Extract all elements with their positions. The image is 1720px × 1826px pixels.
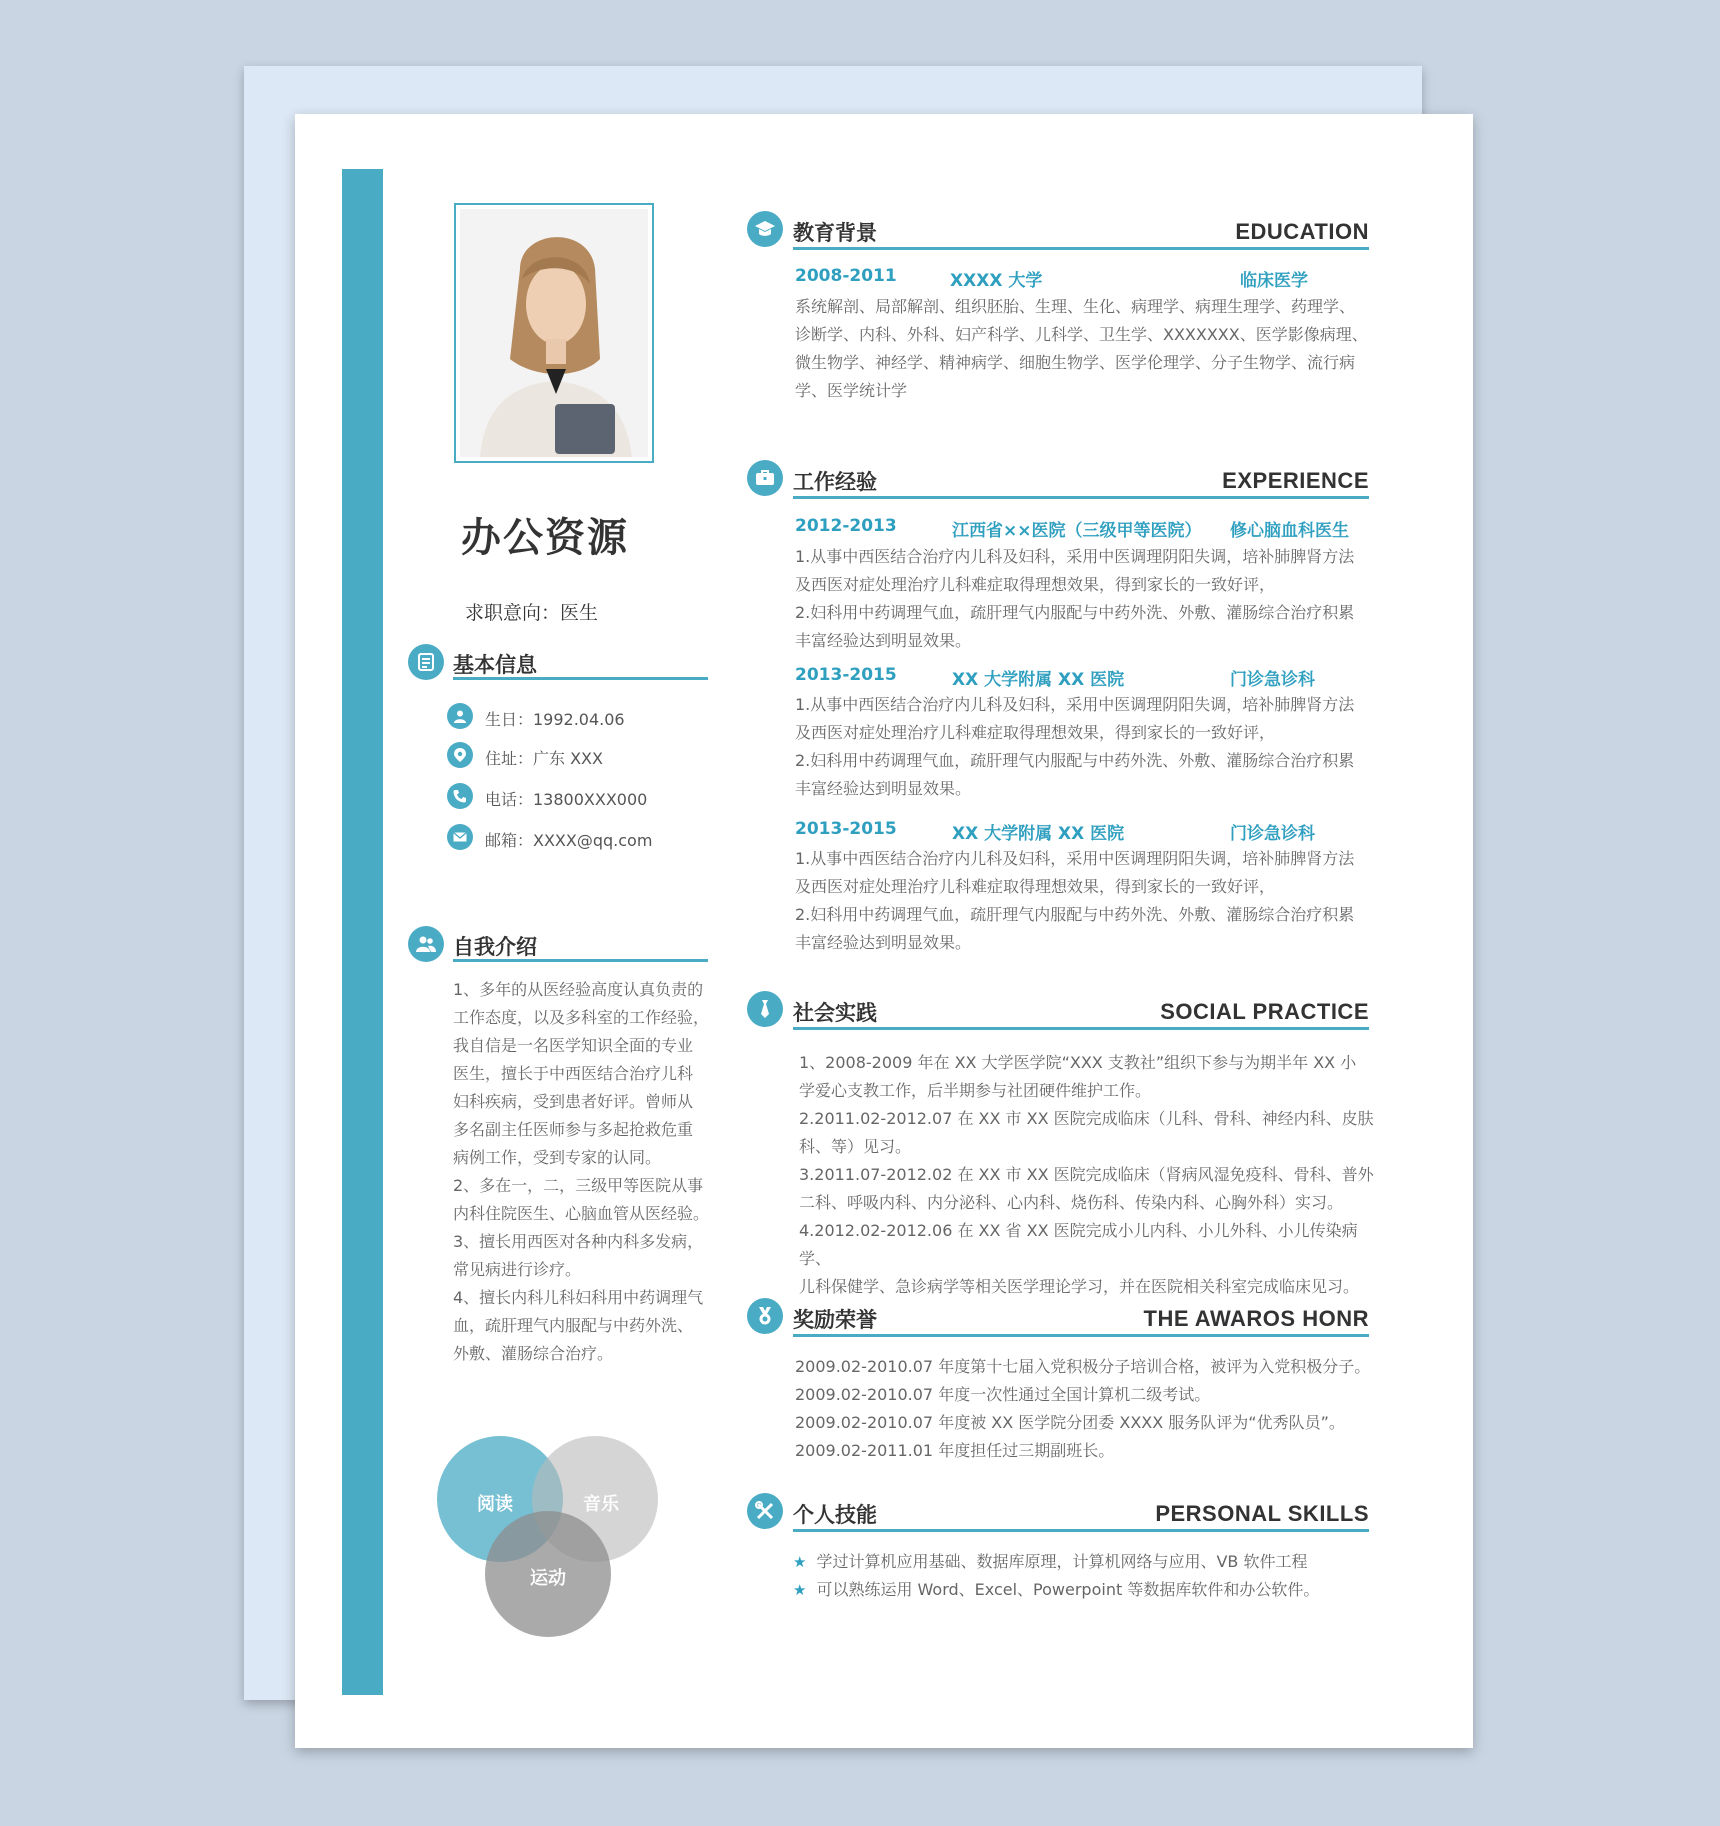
medal-icon [747,1298,783,1334]
skill-item: ★ 可以熟练运用 Word、Excel、Powerpoint 等数据库软件和办公软件。 [793,1580,1320,1599]
hobby-label-reading: 阅读 [477,1494,513,1515]
resume-page: 办公资源 求职意向：医生 基本信息 生日：1992.04.06 住址：广东 XXX 电话：13800XXX000 邮箱：XXXX@qq.com 自我介绍 1、多年的从医经验高度认真负责的 工作态度，以及多科室的工作经验， 我自信是一名医学知识全面的专业 医生，擅长于中西医结合治疗儿科 妇科疾病，受到患者好评。曾师从 多名副主任医师参与多起抢救危重 病例工作，受到专家的认同。 2、多在一，二，三级甲等医院从事 内科住院医生、心脑血管从医经验。 3、擅长用西医对各种内科多发病， 常见病进行诊疗。 4、擅长内科儿科妇科用中药调理气 血，疏肝理气内服配与中药外洗、 外敷、灌肠综合治疗。 阅读 音乐 运动 教育背景 EDUCATION 2008-2011 XXXX 大学 临床医学 系统解剖、局部解剖、组织胚胎、生理、生化、病理学、病理生理学、药理学、 诊断学、内科、外科、妇产科学、儿科学、卫生学、XXXXXXX、医学影像病理、 微生物学、神经学、精神病学、细胞生物学、医学伦理学、分子生物学、流行病 学、医学统计学 工作经验 EXPERIENCE 2012-2013 江西省××医院（三级甲等医院） 修心脑血科医生 1.从事中西医结合治疗内儿科及妇科，采用中医调理阴阳失调，培补肺脾肾方法 及西医对症处理治疗儿科难症取得理想效果，得到家长的一致好评， 2.妇科用中药调理气血，疏肝理气内服配与中药外洗、外敷、灌肠综合治疗积累 丰富经验达到明显效果。 2013-2015 XX 大学附属 XX 医院 门诊急诊科 1.从事中西医结合治疗内儿科及妇科，采用中医调理阴阳失调，培补肺脾肾方法 及西医对症处理治疗儿科难症取得理想效果，得到家长的一致好评， 2.妇科用中药调理气血，疏肝理气内服配与中药外洗、外敷、灌肠综合治疗积累 丰富经验达到明显效果。 2013-2015 XX 大学附属 XX 医院 门诊急诊科 1.从事中西医结合治疗内儿科及妇科，采用中医调理阴阳失调，培补肺脾肾方法 及西医对症处理治疗儿科难症取得理想效果，得到家长的一致好评， 2.妇科用中药调理气血，疏肝理气内服配与中药外洗、外敷、灌肠综合治疗积累 丰富经验达到明显效果。 社会实践 SOCIAL PRACTICE 1、2008-2009 年在 XX 大学医学院“XXX 支教社”组织下参与为期半年 XX 小 学爱心支教工作，后半期参与社团硬件维护工作。 2.2011.02-2012.07 在 XX 市 XX 医院完成临床（儿科、骨科、神经内科、皮肤 科、等）见习。 3.2011.07-2012.02 在 XX 市 XX 医院完成临床（肾病风湿免疫科、骨科、普外 二科、呼吸内科、内分泌科、心内科、烧伤科、传染内科、心胸外科）实习。 4.2012.02-2012.06 在 XX 省 XX 医院完成小儿内科、小儿外科、小儿传染病学、 儿科保健学、急诊病学等相关医学理论学习，并在医院相关科室完成临床见习。 奖励荣誉 THE AWAROS HONR 2009.02-2010.07 年度第十七届入党积极分子培训合格，被评为入党积极分子。 2009.02-2010.07 年度一次性通过全国计算机二级考试。 2009.02-2010.07 年度被 XX 医学院分团委 XXXX 服务队评为“优秀队员”。 2009.02-2011.01 年度担任过三期副班长。 个人技能 PERSONAL SKILLS ★ 学过计算机应用基础、数据库原理，计算机网络与应用、VB 软件工程 ★ 可以熟练运用 Word、Excel、Powerpoint 等数据库软件和办公软件。 [295,114,1473,1748]
heading-rule [453,677,708,680]
location-pin-icon [447,742,473,768]
job-3-description: 1.从事中西医结合治疗内儿科及妇科，采用中医调理阴阳失调，培补肺脾肾方法 及西医对症处理治疗儿科难症取得理想效果，得到家长的一致好评， 2.妇科用中药调理气血，疏肝理气内服配与中药外洗、外敷、灌肠综合治疗积累 丰富经验达到明显效果。 [795,849,1355,952]
person-icon [447,703,473,729]
hobby-label-sports: 运动 [530,1568,566,1589]
heading-rule [453,959,708,962]
job-2-description: 1.从事中西医结合治疗内儿科及妇科，采用中医调理阴阳失调，培补肺脾肾方法 及西医对症处理治疗儿科难症取得理想效果，得到家长的一致好评， 2.妇科用中药调理气血，疏肝理气内服配与中药外洗、外敷、灌肠综合治疗积累 丰富经验达到明显效果。 [795,695,1355,798]
social-practice-heading: 社会实践 SOCIAL PRACTICE [747,991,1369,1033]
basic-info-title: 基本信息 [453,653,537,677]
self-intro-text: 1、多年的从医经验高度认真负责的 工作态度，以及多科室的工作经验， 我自信是一名医学知识全面的专业 医生，擅长于中西医结合治疗儿科 妇科疾病，受到患者好评。曾师从 多名副主任医师参与多起抢救危重 病例工作，受到专家的认同。 2、多在一，二，三级甲等医院从事 内科住院医生、心脑血管从医经验。 3、擅长用西医对各种内科多发病， 常见病进行诊疗。 4、擅长内科儿科妇科用中药调理气 血，疏肝理气内服配与中药外洗、 外敷、灌肠综合治疗。 [453,980,710,1363]
heading-rule [793,496,1369,499]
awards-text: 2009.02-2010.07 年度第十七届入党积极分子培训合格，被评为入党积极分子。 2009.02-2010.07 年度一次性通过全国计算机二级考试。 2009.02-2010.07 年度被 XX 医学院分团委 XXXX 服务队评为“优秀队员”。 2009.02-2011.01 年度担任过三期副班长。 [795,1357,1371,1460]
heading-rule [793,1027,1369,1030]
job-1-description: 1.从事中西医结合治疗内儿科及妇科，采用中医调理阴阳失调，培补肺脾肾方法 及西医对症处理治疗儿科难症取得理想效果，得到家长的一致好评， 2.妇科用中药调理气血，疏肝理气内服配与中药外洗、外敷、灌肠综合治疗积累 丰富经验达到明显效果。 [795,547,1355,650]
profile-photo [454,203,654,463]
tie-icon [747,991,783,1027]
skills-heading: 个人技能 PERSONAL SKILLS [747,1493,1369,1535]
left-accent-bar [342,169,383,1695]
job-intent: 求职意向：医生 [465,602,599,624]
hobbies-venn [435,1434,675,1664]
self-intro-heading [408,926,708,966]
heading-rule [793,1529,1369,1532]
skill-item: ★ 学过计算机应用基础、数据库原理，计算机网络与应用、VB 软件工程 [793,1552,1308,1571]
star-icon: ★ [793,1581,807,1599]
phone-icon [447,783,473,809]
id-card-icon [408,644,444,680]
awards-heading: 奖励荣誉 THE AWAROS HONR [747,1298,1369,1340]
education-courses: 系统解剖、局部解剖、组织胚胎、生理、生化、病理学、病理生理学、药理学、 诊断学、内科、外科、妇产科学、儿科学、卫生学、XXXXXXX、医学影像病理、 微生物学、神经学、精神病学、细胞生物学、医学伦理学、分子生物学、流行病 学、医学统计学 [795,297,1368,400]
portrait-image [460,209,648,457]
self-intro-title: 自我介绍 [453,935,537,959]
tools-icon [747,1493,783,1529]
experience-heading: 工作经验 EXPERIENCE [747,460,1369,502]
heading-rule [793,1334,1369,1337]
star-icon: ★ [793,1553,807,1571]
graduation-cap-icon [747,211,783,247]
social-practice-text: 1、2008-2009 年在 XX 大学医学院“XXX 支教社”组织下参与为期半年 XX 小 学爱心支教工作，后半期参与社团硬件维护工作。 2.2011.02-2012.07 在 XX 市 XX 医院完成临床（儿科、骨科、神经内科、皮肤 科、等）见习。 3.2011.07-2012.02 在 XX 市 XX 医院完成临床（肾病风湿免疫科、骨科、普外 二科、呼吸内科、内分泌科、心内科、烧伤科、传染内科、心胸外科）实习。 4.2012.02-2012.06 在 XX 省 XX 医院完成小儿内科、小儿外科、小儿传染病学、 儿科保健学、急诊病学等相关医学理论学习，并在医院相关科室完成临床见习。 [799,1053,1374,1296]
people-icon [408,926,444,962]
briefcase-icon [747,460,783,496]
hobby-label-music: 音乐 [583,1494,619,1515]
heading-rule [793,247,1369,250]
education-heading: 教育背景 EDUCATION [747,211,1369,253]
candidate-name: 办公资源 [461,515,629,561]
basic-info-heading [408,644,708,684]
mail-icon [447,824,473,850]
